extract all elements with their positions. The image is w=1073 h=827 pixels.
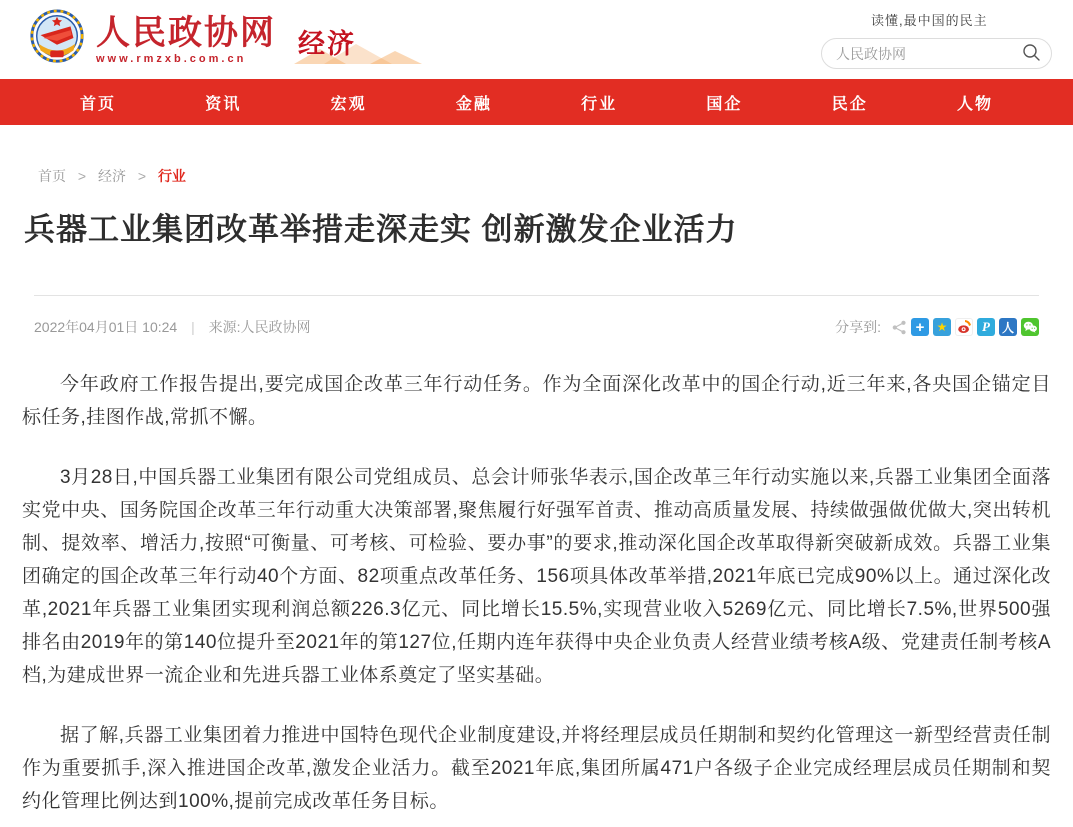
article-paragraph: 今年政府工作报告提出,要完成国企改革三年行动任务。作为全面深化改革中的国企行动,近三年来,各央国企锚定目标任务,挂图作战,常抓不懈。 [22, 374, 1051, 428]
breadcrumb-economy[interactable]: 经济 [97, 168, 126, 184]
header-right [821, 10, 1052, 69]
search-button[interactable] [1022, 43, 1041, 65]
article-meta [34, 295, 1039, 337]
site-slogan: 读懂,最中国的民主 [871, 13, 988, 28]
share-node-icon[interactable] [891, 319, 907, 335]
meta-divider: | [191, 319, 195, 335]
search-icon [1022, 43, 1041, 65]
breadcrumb [38, 166, 1073, 186]
nav-item-macro[interactable]: 宏观 [330, 95, 367, 113]
wechat-icon[interactable] [1021, 318, 1039, 336]
nav-item-soe[interactable]: 国企 [706, 95, 743, 113]
article [0, 209, 1073, 818]
search-box[interactable] [821, 38, 1052, 69]
share-bar [835, 317, 1039, 337]
site-logo[interactable] [28, 8, 276, 71]
article-meta-left [34, 317, 311, 337]
breadcrumb-industry-current[interactable]: 行业 [157, 168, 186, 184]
article-source: 来源:人民政协网 [208, 319, 311, 335]
site-url: www.rmzxb.com.cn [96, 52, 247, 65]
share-more-icon[interactable]: + [911, 318, 929, 336]
nav-item-news[interactable]: 资讯 [205, 95, 242, 113]
breadcrumb-home[interactable]: 首页 [38, 168, 66, 184]
breadcrumb-separator: > [137, 168, 147, 184]
nav-item-home[interactable]: 首页 [80, 95, 117, 113]
article-body [22, 368, 1051, 818]
sina-weibo-icon[interactable] [955, 318, 973, 336]
site-name: 人民政协网 [96, 13, 276, 52]
logo-text [96, 15, 276, 65]
article-paragraph: 3月28日,中国兵器工业集团有限公司党组成员、总会计师张华表示,国企改革三年行动实施以来,兵器工业集团全面落实党中央、国务院国企改革三年行动重大决策部署,聚焦履行好强军首责、推动高质量发展、持续做强做优做大,突出转机制、提效率、增活力,按照“可衡量、可考核、可检验、要办事”的要求,推动深化国企改革取得新突破新成效。兵器工业集团确定的国企改革三年行动40个方面、82项重点改革任务、156项具体改革举措,2021年底已完成90%以上。通过深化改革,2021年兵器工业集团实现利润总额226.3亿元、同比增长15.5%,实现营业收入5269亿元、同比增长7.5%,世界500强排名由2019年的第140位提升至2021年的第127位,任期内连年获得中央企业负责人经营业绩考核A级、党建责任制考核A档,为建成世界一流企业和先进兵器工业体系奠定了坚实基础。 [22, 467, 1051, 686]
renren-icon[interactable]: 人 [999, 318, 1017, 336]
channel-title: 经济 [298, 29, 356, 59]
search-input[interactable] [836, 46, 1022, 62]
breadcrumb-separator: > [77, 168, 87, 184]
nav-item-people[interactable]: 人物 [956, 95, 993, 113]
site-header [0, 0, 1073, 79]
nav-item-industry[interactable]: 行业 [581, 95, 618, 113]
pengyou-icon[interactable]: P [977, 318, 995, 336]
channel-banner [298, 22, 356, 73]
main-nav [0, 79, 1073, 125]
nav-item-private[interactable]: 民企 [831, 95, 868, 113]
share-label: 分享到: [835, 319, 881, 335]
nav-item-finance[interactable]: 金融 [455, 95, 492, 113]
article-date: 2022年04月01日 10:24 [34, 319, 178, 335]
cppcc-emblem-icon [28, 8, 86, 71]
article-paragraph: 据了解,兵器工业集团着力推进中国特色现代企业制度建设,并将经理层成员任期制和契约化管理这一新型经营责任制作为重要抓手,深入推进国企改革,激发企业活力。截至2021年底,集团所属471户各级子企业完成经理层成员任期制和契约化管理比例达到100%,提前完成改革任务目标。 [22, 725, 1051, 812]
article-title: 兵器工业集团改革举措走深走实 创新激发企业活力 [24, 212, 738, 247]
qzone-icon[interactable]: ★ [933, 318, 951, 336]
